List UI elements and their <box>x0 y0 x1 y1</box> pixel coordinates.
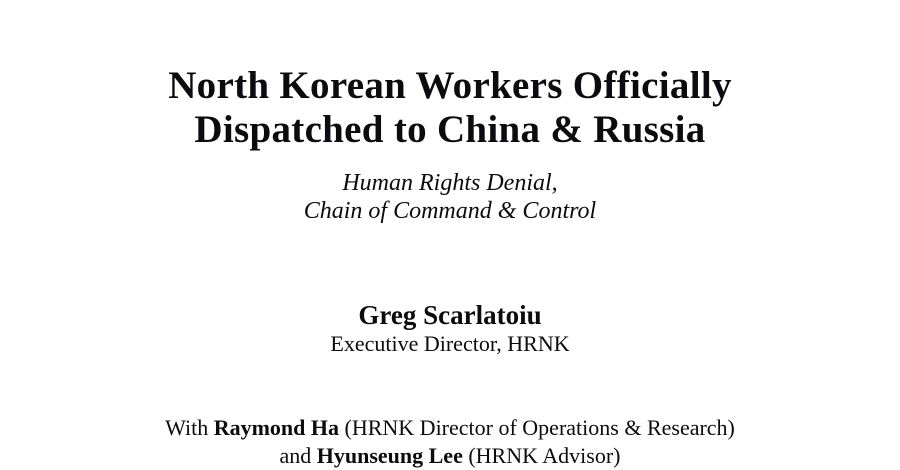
contributor-1-name: Raymond Ha <box>213 415 340 440</box>
report-subtitle-line-1: Human Rights Denial, <box>342 170 558 196</box>
report-title-line-1: North Korean Workers Officially <box>168 64 732 107</box>
contributors-line-2 <box>0 442 900 470</box>
author-block <box>0 300 900 358</box>
report-subtitle <box>0 169 900 225</box>
contributors-and-prefix: and <box>279 443 317 468</box>
author-role: Executive Director, HRNK <box>330 331 570 356</box>
contributors-with-prefix: With <box>165 415 214 440</box>
contributor-2-name: Hyunseung Lee <box>316 443 463 468</box>
contributors-line-1 <box>0 414 900 442</box>
report-subtitle-line-2: Chain of Command & Control <box>303 198 597 224</box>
report-title <box>0 64 900 152</box>
contributor-2-role: (HRNK Advisor) <box>462 443 621 468</box>
contributors-block <box>0 414 900 470</box>
report-title-line-2: Dispatched to China & Russia <box>194 108 706 151</box>
contributor-1-role: (HRNK Director of Operations & Research) <box>339 415 735 440</box>
author-name: Greg Scarlatoiu <box>358 300 542 330</box>
